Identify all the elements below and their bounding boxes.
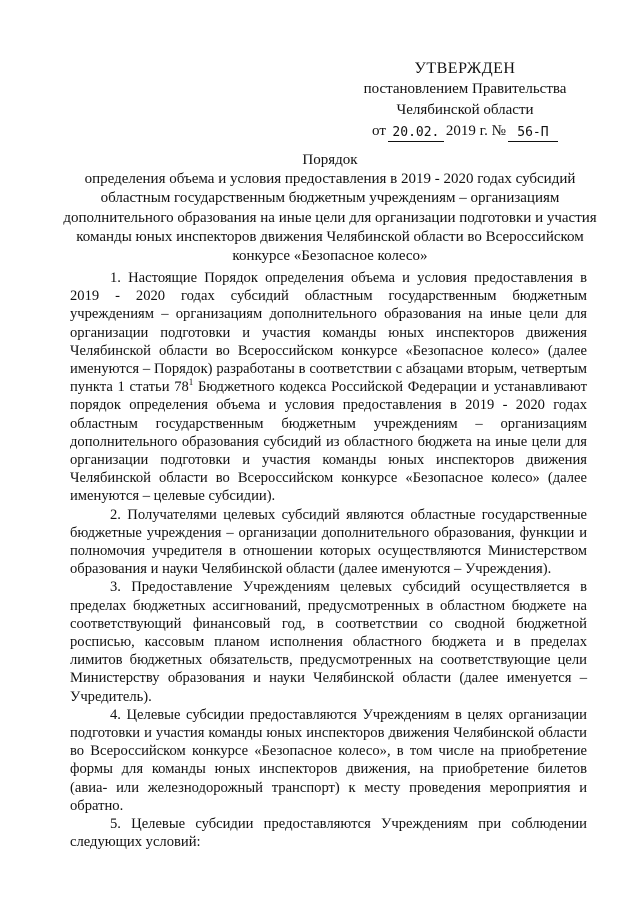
approval-dateline <box>330 121 600 142</box>
paragraph-1-part-a: 1. Настоящие Порядок определения объема и условия предоставления в 2019 - 2020 годах субсидий областным государственным бюджетным учреждениям – организациям дополнительного образования на иные цели для организации подготовки и участия команды юных инспекторов движения Челябинской области во Всероссийском конкурсе «Безопасное колесо» (далее именуются – Порядок) разработаны в соответствии с абзацами вторым, четвертым пункта 1 статьи 78 <box>70 270 587 396</box>
title-text: определения объема и условия предоставления в 2019 - 2020 годах субсидий областным государственным бюджетным учреждениям – организациям дополнительного образования на иные цели для организации подготовки и участия команды юных инспекторов движения Челябинской области во Всероссийском конкурсе «Безопасное колесо» <box>63 171 597 265</box>
approval-heading: УТВЕРЖДЕН <box>414 60 516 77</box>
approval-year: 2019 г. № <box>445 123 506 139</box>
paragraph-1-part-b: Бюджетного кодекса Российской Федерации и устанавливают порядок определения объема и условия предоставления в 2019 - 2020 годах областным государственным бюджетным учреждениям – организациям дополнительного образования субсидий из областного бюджета на иные цели для организации подготовки и участия команды юных инспекторов движения Челябинской области во Всероссийском конкурсе «Безопасное колесо» (далее именуются – целевые субсидии). <box>70 379 587 505</box>
approval-from: от <box>372 123 386 139</box>
paragraph-1-superscript: 1 <box>188 377 194 388</box>
document-body <box>70 269 587 852</box>
title-heading: Порядок <box>302 152 358 168</box>
approval-number: 56-П <box>508 124 558 142</box>
approval-date: 20.02. <box>388 124 444 142</box>
paragraph-2: 2. Получателями целевых субсидий являются областные государственные бюджетные учреждения – организации дополнительного образования, функции и полномочия учредителя в отношении которых осуществляются Министерством образования и науки Челябинской области (далее именуются – Учреждения). <box>70 506 587 578</box>
approval-block <box>330 58 600 142</box>
paragraph-4: 4. Целевые субсидии предоставляются Учреждениям в целях организации подготовки и участия команды юных инспекторов движения Челябинской области во Всероссийском конкурсе «Безопасное колесо», в том числе на приобретение формы для команды юных инспекторов движения, на приобретение билетов (авиа- или железнодорожный транспорт) к месту проведения мероприятия и обратно. <box>70 706 587 814</box>
approval-line-1: постановлением Правительства <box>363 81 567 97</box>
document-title <box>60 151 600 266</box>
paragraph-1 <box>70 269 587 506</box>
paragraph-5: 5. Целевые субсидии предоставляются Учреждениям при соблюдении следующих условий: <box>70 816 587 851</box>
approval-line-2: Челябинской области <box>396 102 534 118</box>
paragraph-3: 3. Предоставление Учреждениям целевых субсидий осуществляется в пределах бюджетных ассигнований, предусмотренных в областном бюджете на соответствующий финансовый год, в соответствии со сводной бюджетной росписью, кассовым планом исполнения областного бюджета и в пределах лимитов бюджетных обязательств, предусмотренных на соответствующие цели Министерству образования и науки Челябинской области (далее именуется – Учредитель). <box>70 579 587 705</box>
